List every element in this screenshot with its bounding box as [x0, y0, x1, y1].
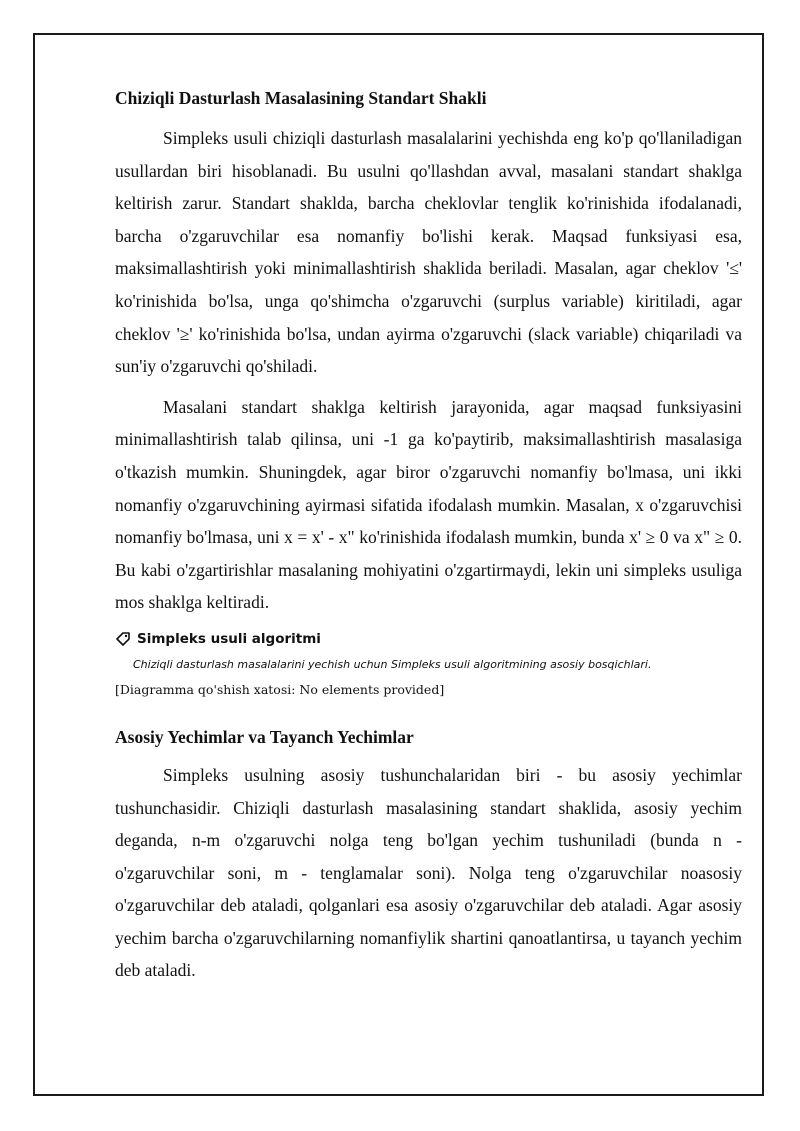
paragraph-basic-solutions: Simpleks usulning asosiy tushunchalaridan biri - bu asosiy yechimlar tushunchasidir. Chiziqli dasturlash masalasining standart shaklida, asosiy yechim deganda, n-m o'zgaruvchi nolga teng bo'lgan yechim tushuniladi (bunda n - o'zgaruvchilar soni, m - tenglamalar soni). Nolga teng o'zgaruvchilar noasosiy o'zgaruvchilar deb ataladi, qolganlari esa asosiy o'zgaruvchilar deb ataladi. Agar asosiy yechim barcha o'zgaruvchilarning nomanfiylik shartini qanoatlantirsa, u tayanch yechim deb ataladi. [115, 764, 742, 981]
document-content [115, 86, 742, 995]
section-heading-standard-form: Chiziqli Dasturlash Masalasining Standart Shakli [115, 88, 487, 108]
section-heading-basic-solutions: Asosiy Yechimlar va Tayanch Yechimlar [115, 726, 414, 747]
paragraph-standard-form-2: Masalani standart shaklga keltirish jarayonida, agar maqsad funksiyasini minimallashtirish talab qilinsa, uni -1 ga ko'paytirib, maksimallashtirish masalasiga o'tkazish mumkin. Shuningdek, agar biror o'zgaruvchi nomanfiy bo'lmasa, uni ikki nomanfiy o'zgaruvchining ayirmasi sifatida ifodalash mumkin. Masalan, x o'zgaruvchisi nomanfiy bo'lmasa, uni x = x' - x" ko'rinishida ifodalash mumkin, bunda x' ≥ 0 va x" ≥ 0. Bu kabi o'zgartirishlar masalaning mohiyatini o'zgartirmaydi, lekin uni simpleks usuliga mos shaklga keltiradi. [115, 396, 742, 613]
diagram-subtitle: Chiziqli dasturlash masalalarini yechish uchun Simpleks usuli algoritmining asosiy bosqichlari. [133, 657, 652, 671]
diagram-error-message: [Diagramma qo'shish xatosi: No elements provided] [115, 681, 445, 697]
paragraph-standard-form-1: Simpleks usuli chiziqli dasturlash masalalarini yechishda eng ko'p qo'llaniladigan usullardan biri hisoblanadi. Bu usulni qo'llashdan avval, masalani standart shaklga keltirish zarur. Standart shaklda, barcha cheklovlar tenglik ko'rinishida ifodalanadi, barcha o'zgaruvchilar esa nomanfiy bo'lishi kerak. Maqsad funksiyasi esa, maksimallashtirish yoki minimallashtirish shaklida beriladi. Masalan, agar cheklov '≤' ko'rinishida bo'lsa, unga qo'shimcha o'zgaruvchi (surplus variable) kiritiladi, agar cheklov '≥' ko'rinishida bo'lsa, undan ayirma o'zgaruvchi (slack variable) chiqariladi va sun'iy o'zgaruvchi qo'shiladi. [115, 128, 742, 377]
diagram-title-text: Simpleks usuli algoritmi [137, 630, 321, 647]
diagram-caption-title [115, 629, 742, 649]
tag-icon [115, 631, 131, 647]
